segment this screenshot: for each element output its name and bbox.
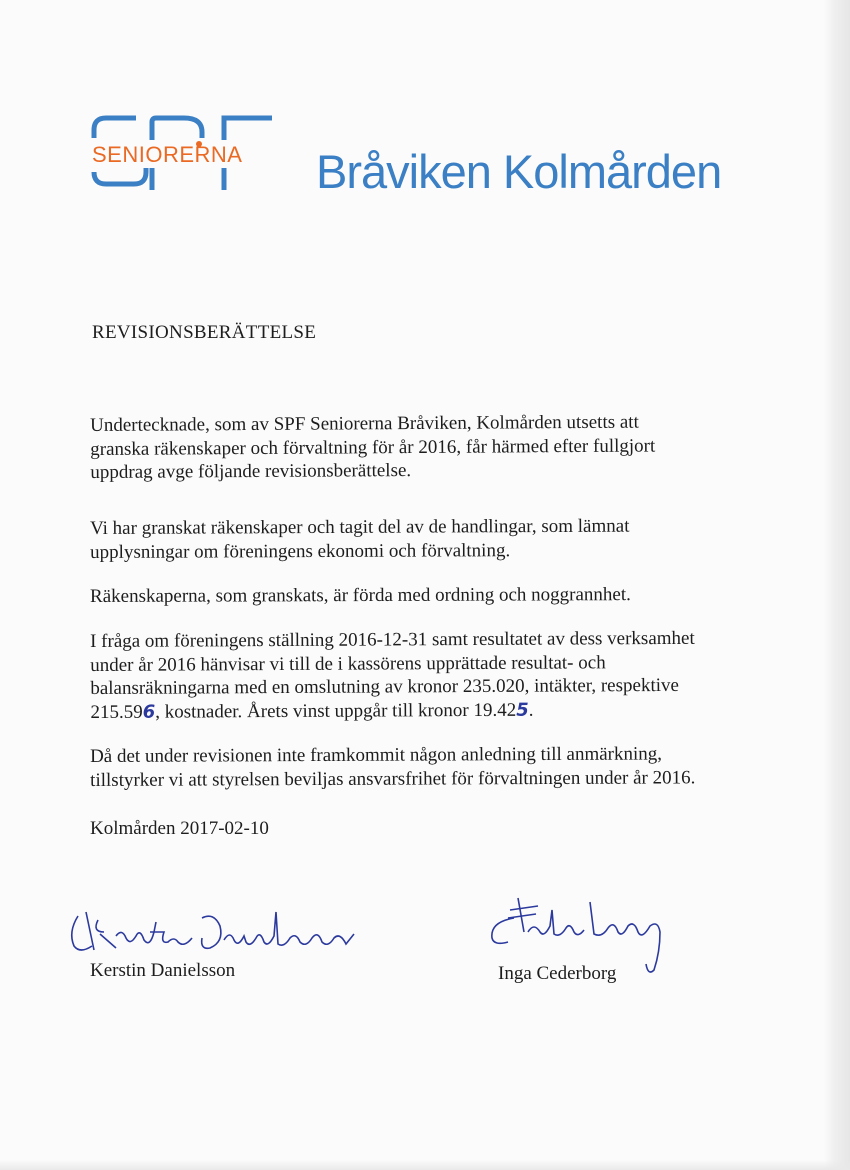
profit-sentence: , kostnader. Årets vinst uppgår till kronor 19.42 (155, 699, 517, 723)
handwritten-profit-digit: 5 (516, 699, 529, 721)
paragraph-line: I fråga om föreningens ställning 2016-12-31 samt resultatet av dess verksamhet (90, 627, 695, 652)
paragraph-appointment (90, 411, 655, 485)
place-and-date: Kolmården 2017-02-10 (90, 818, 269, 839)
scan-shadow-right (824, 0, 850, 1170)
signer-name-right: Inga Cederborg (498, 963, 617, 984)
paragraph-line: Räkenskaperna, som granskats, är förda med ordning och noggrannhet. (90, 584, 631, 607)
paragraph-line: upplysningar om föreningens ekonomi och förvaltning. (90, 539, 511, 563)
paragraph-line: granska räkenskaper och förvaltning för år 2016, får härmed efter fullgjort (90, 435, 656, 460)
document-heading: REVISIONSBERÄTTELSE (92, 322, 317, 343)
paragraph-line: Undertecknade, som av SPF Seniorerna Bråviken, Kolmården utsetts att (90, 411, 639, 436)
handwritten-cost-digit: 6 (142, 701, 156, 723)
paragraph-line: tillstyrker vi att styrelsen beviljas ansvarsfrihet för förvaltningen under år 2016. (90, 766, 696, 791)
scan-shadow-bottom (0, 1160, 850, 1170)
paragraph-discharge (90, 742, 695, 792)
paragraph-accounts (90, 583, 631, 608)
spf-logo-icon (88, 110, 288, 196)
brand-name: Bråviken Kolmården (316, 145, 722, 198)
sentence-end: . (528, 699, 534, 721)
paragraph-line: uppdrag avge följande revisionsberättelse. (90, 460, 412, 483)
paragraph-line: balansräkningarna med en omslutning av kronor 235.020, intäkter, respektive (90, 674, 679, 699)
logo-text: SENIORERNA (92, 142, 243, 167)
paragraph-line: Då det under revisionen inte framkommit någon anledning till anmärkning, (90, 743, 663, 767)
signature-kerstin-danielsson (64, 902, 364, 962)
paragraph-financials (90, 627, 695, 724)
signer-name-left: Kerstin Danielsson (90, 960, 236, 981)
cost-amount-prefix: 215.59 (90, 701, 143, 723)
paragraph-review (90, 515, 630, 564)
paragraph-line: under år 2016 hänvisar vi till de i kassörens upprättade resultat- och (90, 651, 606, 676)
paragraph-line: Vi har granskat räkenskaper och tagit del av de handlingar, som lämnat (90, 515, 630, 539)
paragraph-line (90, 697, 695, 724)
